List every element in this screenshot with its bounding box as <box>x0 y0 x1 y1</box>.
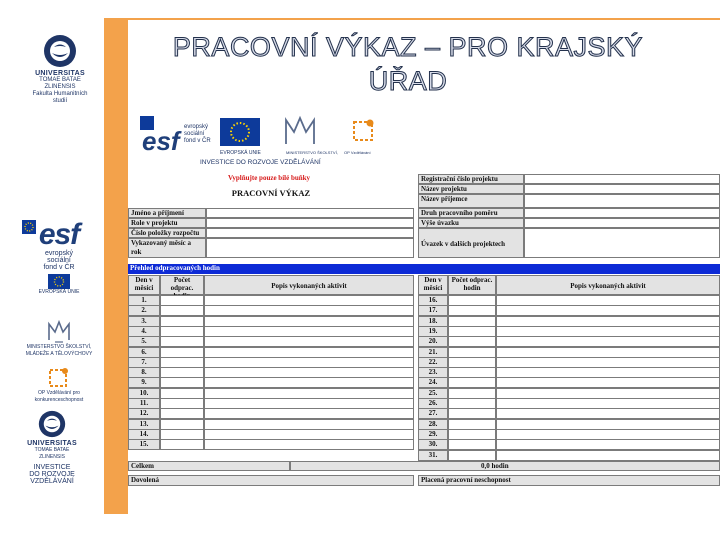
university-logo-bottom <box>22 410 82 485</box>
activity-input[interactable] <box>204 377 414 388</box>
eu-stars-small-icon <box>22 220 36 234</box>
day-number: 19. <box>418 326 448 337</box>
msmt-emblem-icon <box>46 318 72 344</box>
hours-input[interactable] <box>160 377 204 388</box>
label-month: Vykazovaný měsíc a rok <box>128 238 206 258</box>
eu-caption: EVROPSKÁ UNIE <box>38 289 80 295</box>
day-number: 14. <box>128 429 160 440</box>
day-number: 1. <box>128 295 160 306</box>
col-header-day-right: Den v měsíci <box>418 275 448 295</box>
label-role: Role v projektu <box>128 218 206 228</box>
hours-input[interactable] <box>448 439 496 450</box>
input-reg-number[interactable] <box>524 174 720 184</box>
university-subtitle: TOMAE BATAE ZLINENSIS <box>39 77 81 90</box>
university-emblem-icon <box>43 34 77 68</box>
svg-text:esf: esf <box>142 126 180 156</box>
day-number: 28. <box>418 419 448 430</box>
university-tagline: Fakulta Humanitních studií <box>32 91 88 104</box>
day-number: 18. <box>418 316 448 327</box>
msmt-caption: MINISTERSTVO ŠKOLSTVÍ, MLÁDEŽE A TĚLOVÝCHOVY <box>25 344 93 357</box>
activity-input[interactable] <box>204 408 414 419</box>
svg-text:OP Vzdělávání: OP Vzdělávání <box>344 150 371 155</box>
activity-input[interactable] <box>496 450 720 461</box>
col-header-hours-right: Počet odprac. hodin <box>448 275 496 295</box>
input-budget-item[interactable] <box>206 228 414 238</box>
day-number: 9. <box>128 377 160 388</box>
day-number: 11. <box>128 398 160 409</box>
svg-text:EVROPSKÁ UNIE: EVROPSKÁ UNIE <box>220 150 261 156</box>
day-number: 21. <box>418 347 448 358</box>
activity-input[interactable] <box>204 305 414 316</box>
op-caption: OP Vzdělávání pro konkurenceschopnost <box>34 390 84 403</box>
input-employment-type[interactable] <box>524 208 720 218</box>
input-name[interactable] <box>206 208 414 218</box>
esf-caption-2: sociální <box>47 257 71 264</box>
label-employment-type: Druh pracovního poměru <box>418 208 524 218</box>
day-number: 29. <box>418 429 448 440</box>
day-number: 4. <box>128 326 160 337</box>
op-logo-side <box>18 364 100 404</box>
hours-input[interactable] <box>448 305 496 316</box>
svg-text:MINISTERSTVO ŠKOLSTVÍ,: MINISTERSTVO ŠKOLSTVÍ, <box>286 150 338 155</box>
day-number: 23. <box>418 367 448 378</box>
day-number: 25. <box>418 388 448 399</box>
input-month[interactable] <box>206 238 414 258</box>
day-number: 20. <box>418 336 448 347</box>
activity-input[interactable] <box>496 439 720 450</box>
input-role[interactable] <box>206 218 414 228</box>
orange-top-line <box>128 18 720 20</box>
day-number: 10. <box>128 388 160 399</box>
day-number: 26. <box>418 398 448 409</box>
university-logo-top <box>30 34 90 105</box>
hours-input[interactable] <box>160 439 204 450</box>
hours-input[interactable] <box>160 305 204 316</box>
input-workload[interactable] <box>524 218 720 228</box>
label-reg-number: Registrační číslo projektu <box>418 174 524 184</box>
day-number: 8. <box>128 367 160 378</box>
university-subtitle-bottom: TOMAE BATAE ZLINENSIS <box>34 447 70 460</box>
input-project-name[interactable] <box>524 184 720 194</box>
university-emblem-small-icon <box>38 410 66 438</box>
invest-line-1: INVESTICE <box>33 464 71 471</box>
label-name: Jméno a příjmení <box>128 208 206 218</box>
col-header-day-left: Den v měsíci <box>128 275 160 295</box>
day-number: 12. <box>128 408 160 419</box>
total-value: 0,0 hodin <box>290 461 720 471</box>
day-number: 31. <box>418 450 448 461</box>
hours-input[interactable] <box>448 377 496 388</box>
orange-accent-bar <box>104 18 128 514</box>
day-number: 17. <box>418 305 448 316</box>
day-number: 30. <box>418 439 448 450</box>
hours-input[interactable] <box>448 408 496 419</box>
title-line-1: PRACOVNÍ VÝKAZ – PRO KRAJSKÝ <box>172 32 644 62</box>
day-number: 15. <box>128 439 160 450</box>
invest-line-2: DO ROZVOJE <box>29 471 75 478</box>
label-other-projects: Úvazek v dalších projektech <box>418 228 524 258</box>
university-name: UNIVERSITAS <box>35 70 85 77</box>
input-recipient[interactable] <box>524 194 720 208</box>
day-number: 5. <box>128 336 160 347</box>
esf-caption-3: fond v ČR <box>43 264 75 271</box>
day-number: 22. <box>418 357 448 368</box>
day-number: 27. <box>418 408 448 419</box>
title-line-2: ÚŘAD <box>368 66 448 96</box>
section-title-bar: Přehled odpracovaných hodin <box>128 264 720 274</box>
day-number: 7. <box>128 357 160 368</box>
hours-input[interactable] <box>160 336 204 347</box>
eu-flag-icon <box>48 274 70 289</box>
day-number: 2. <box>128 305 160 316</box>
label-recipient: Název příjemce <box>418 194 524 208</box>
activity-input[interactable] <box>204 439 414 450</box>
sidebar <box>0 0 100 540</box>
svg-text:evropský: evropský <box>184 124 209 130</box>
svg-text:fond v ČR: fond v ČR <box>184 138 211 144</box>
activity-input[interactable] <box>496 377 720 388</box>
day-number: 6. <box>128 347 160 358</box>
university-name-bottom: UNIVERSITAS <box>27 440 77 447</box>
label-project-name: Název projektu <box>418 184 524 194</box>
col-header-desc-left: Popis vykonaných aktivit <box>204 275 414 295</box>
svg-text:sociální: sociální <box>184 131 205 137</box>
label-budget-item: Číslo položky rozpočtu <box>128 228 206 238</box>
msmt-logo-side <box>18 318 100 358</box>
col-header-desc-right: Popis vykonaných aktivit <box>496 275 720 295</box>
work-report-form <box>128 172 720 488</box>
hours-input[interactable] <box>448 450 496 461</box>
op-vk-emblem-icon <box>46 364 72 390</box>
activity-input[interactable] <box>204 336 414 347</box>
activity-input[interactable] <box>496 336 720 347</box>
form-heading: PRACOVNÍ VÝKAZ <box>231 188 311 198</box>
esf-logo-side <box>18 220 100 296</box>
hours-input[interactable] <box>448 336 496 347</box>
day-number: 24. <box>418 377 448 388</box>
page-title <box>128 30 688 98</box>
esf-caption-1: evropský <box>44 250 73 257</box>
day-number: 16. <box>418 295 448 306</box>
day-number: 13. <box>128 419 160 430</box>
total-label: Celkem <box>128 461 290 471</box>
fill-note: Vyplňujte pouze bílé buňky <box>228 174 311 182</box>
logo-strip <box>140 114 400 172</box>
invest-caption: INVESTICE DO ROZVOJE VZDĚLÁVÁNÍ <box>200 159 321 166</box>
day-number: 3. <box>128 316 160 327</box>
activity-input[interactable] <box>496 408 720 419</box>
partner-logos-icon <box>140 114 400 158</box>
col-header-hours-left: Počet odprac. <box>160 275 204 295</box>
vacation-label: Dovolená <box>128 475 414 486</box>
esf-wordmark: esf <box>38 218 80 251</box>
hours-input[interactable] <box>160 408 204 419</box>
sick-leave-label: Placená pracovní neschopnost <box>418 475 720 486</box>
label-workload: Výše úvazku <box>418 218 524 228</box>
invest-line-3: VZDĚLÁVÁNÍ <box>30 478 74 485</box>
input-other-projects[interactable] <box>524 228 720 258</box>
activity-input[interactable] <box>496 305 720 316</box>
